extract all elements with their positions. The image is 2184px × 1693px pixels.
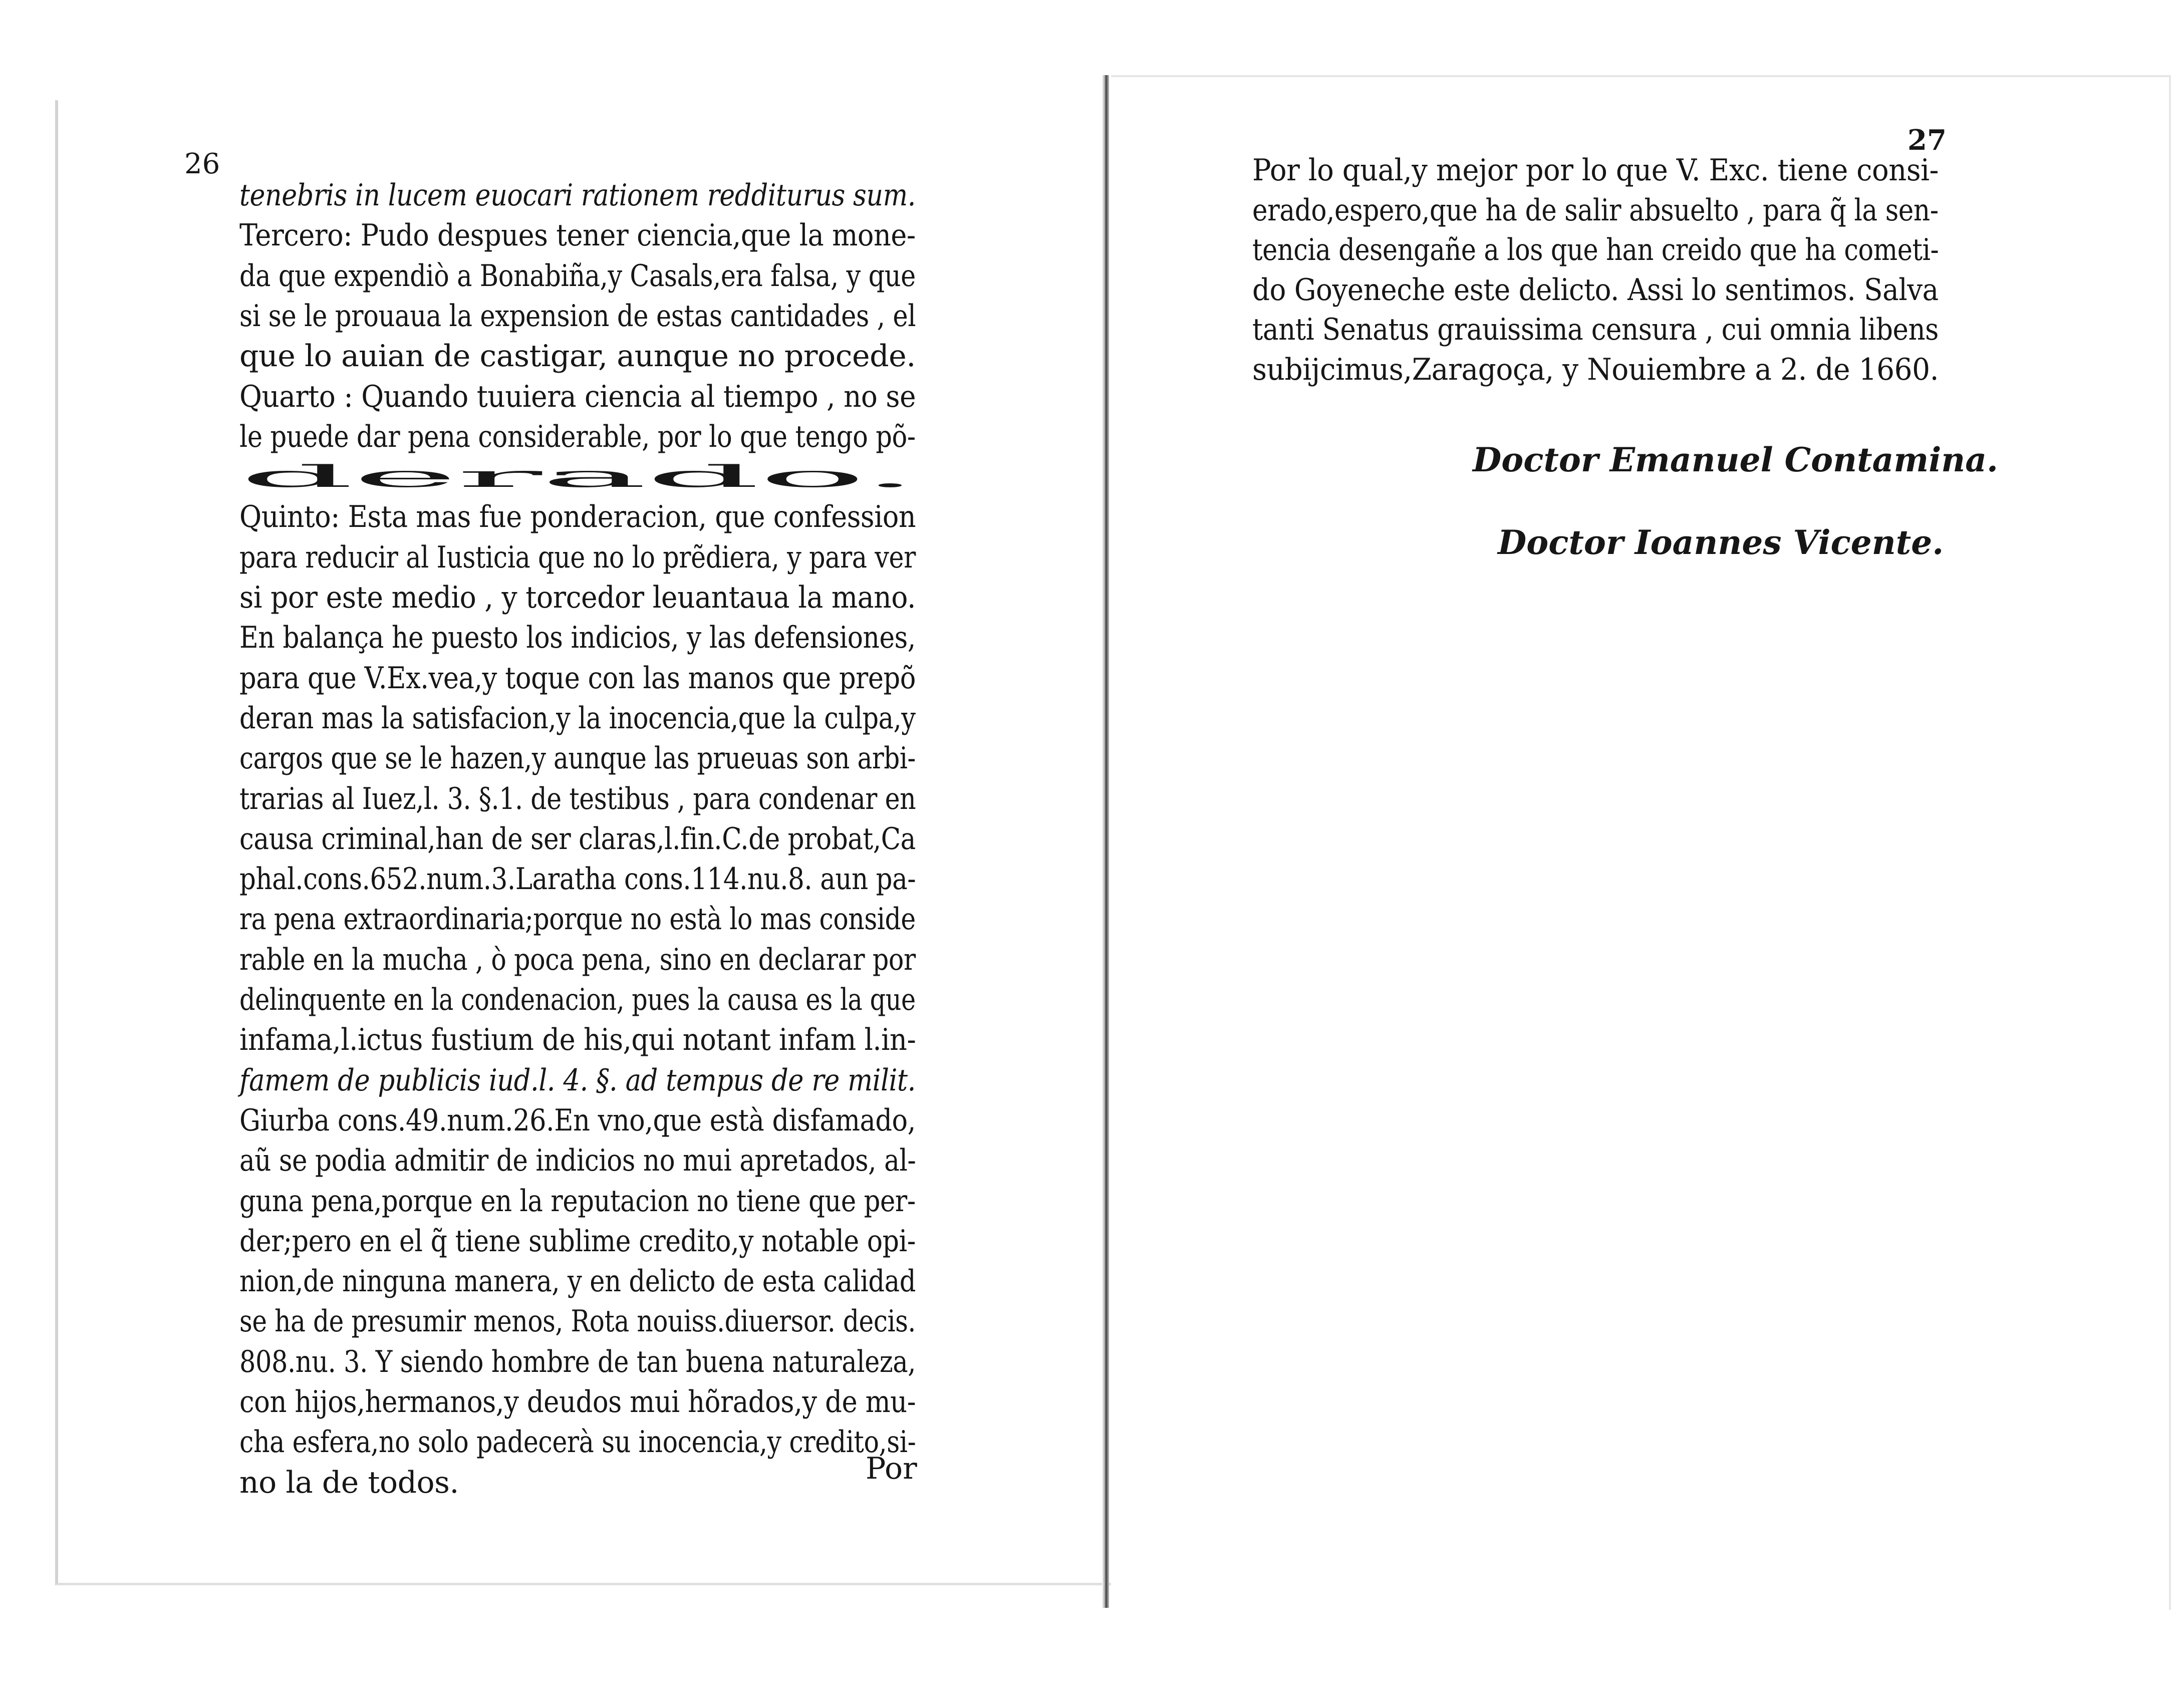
left_page-line-32: cha esfera,no solo padecerà su inocencia,y credito,si- [239, 1425, 916, 1460]
left_page-line-6: Quarto : Quando tuuiera ciencia al tiempo , no se [239, 379, 916, 414]
left_page-line-17: causa criminal,han de ser claras,l.fin.C.de probat,Ca [239, 821, 916, 857]
right_page-line-1: Por lo qual,y mejor por lo que V. Exc. tiene consi- [1252, 153, 1939, 188]
left_page-line-1: tenebris in lucem euocari rationem redditurus sum. [239, 178, 916, 213]
left_page-line-28: nion,de ninguna manera, y en delicto de esta calidad [239, 1264, 916, 1299]
left_page-line-33: no la de todos. [239, 1465, 459, 1500]
left_page-line-11: si por este medio , y torcedor leuantaua la mano. [239, 580, 916, 615]
left_page-line-16: trarias al Iuez,l. 3. §.1. de testibus , para condenar en [239, 781, 916, 816]
signature-2: Doctor Ioannes Vicente. [1498, 523, 1944, 562]
right_page-line-3: tencia desengañe a los que han creido que ha cometi- [1252, 232, 1939, 267]
left_page-line-12: En balança he puesto los indicios, y las defensiones, [239, 620, 916, 656]
left_page-line-4: si se le prouaua la expension de estas cantidades , el [239, 298, 916, 334]
left_page-line-5: que lo auian de castigar, aunque no procede. [239, 339, 916, 374]
left_page-line-2: Tercero: Pudo despues tener ciencia,que la mone- [239, 218, 916, 253]
right_page-line-6: subijcimus,Zaragoça, y Nouiembre a 2. de 1660. [1252, 352, 1939, 387]
left_page-line-23: famem de publicis iud.l. 4. §. ad tempus de re milit. [239, 1062, 916, 1098]
left_page-line-29: se ha de presumir menos, Rota nouiss.diuersor. decis. [239, 1304, 916, 1339]
left_page-line-25: aũ se podia admitir de indicios no mui apretados, al- [239, 1143, 916, 1179]
left_page-line-27: der;pero en el q̃ tiene sublime credito,y notable opi- [239, 1223, 916, 1259]
left_page-line-3: da que expendiò a Bonabiña,y Casals,era falsa, y que [239, 258, 916, 294]
page-number-right: 27 [1907, 124, 1947, 157]
left_page-line-21: delinquente en la condenacion, pues la causa es la que [239, 982, 916, 1017]
left_page-line-30: 808.nu. 3. Y siendo hombre de tan buena naturaleza, [239, 1344, 916, 1379]
right_page-line-4: do Goyeneche este delicto. Assi lo sentimos. Salva [1252, 272, 1939, 308]
left_page-line-20: rable en la mucha , ò poca pena, sino en declarar por [239, 942, 916, 977]
left_page-line-31: con hijos,hermanos,y deudos mui hõrados,y de mu- [239, 1384, 916, 1420]
left_page-line-8: derado. [239, 459, 917, 495]
page-number-left: 26 [184, 148, 220, 180]
left_page-line-10: para reducir al Iusticia que no lo prẽdiera, y para ver [239, 539, 916, 575]
left_page-line-24: Giurba cons.49.num.26.En vno,que està disfamado, [239, 1102, 916, 1138]
left_page-line-19: ra pena extraordinaria;porque no està lo mas conside [239, 902, 916, 937]
left_page-line-13: para que V.Ex.vea,y toque con las manos que prepõ [239, 660, 916, 696]
left_page-line-18: phal.cons.652.num.3.Laratha cons.114.nu.8. aun pa- [239, 862, 916, 897]
left_page-line-26: guna pena,porque en la reputacion no tiene que per- [239, 1183, 916, 1219]
left_page-line-22: infama,l.ictus fustium de his,qui notant infam l.in- [239, 1022, 916, 1058]
left_page-line-9: Quinto: Esta mas fue ponderacion, que confession [239, 499, 916, 535]
catchword: Por [866, 1451, 917, 1486]
left_page-line-15: cargos que se le hazen,y aunque las prueuas son arbi- [239, 741, 916, 776]
right_page-line-5: tanti Senatus grauissima censura , cui omnia libens [1252, 312, 1939, 347]
book-gutter [1102, 75, 1109, 1608]
left_page-line-7: le puede dar pena considerable, por lo que tengo põ- [239, 419, 916, 454]
left_page-line-14: deran mas la satisfacion,y la inocencia,que la culpa,y [239, 700, 916, 736]
signature-1: Doctor Emanuel Contamina. [1473, 440, 1999, 479]
right_page-line-2: erado,espero,que ha de salir absuelto , para q̃ la sen- [1252, 192, 1939, 228]
